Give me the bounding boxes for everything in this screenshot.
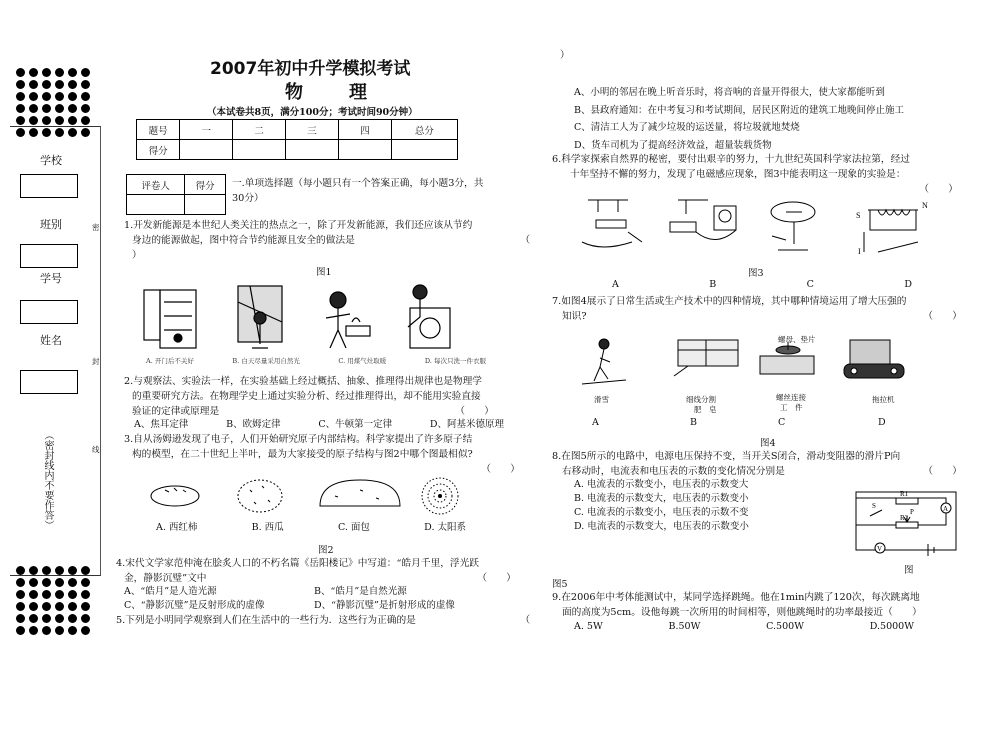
binding-hole-icon	[42, 626, 51, 635]
watermelon-model	[238, 480, 282, 512]
seal-mark-2: 封	[92, 357, 100, 366]
q7-caption-ski: 滑雪	[594, 395, 609, 404]
binding-hole-icon	[81, 104, 90, 113]
q8-option-c: C. 电流表的示数变小，电压表的示数不变	[574, 507, 749, 518]
q6-labels	[612, 278, 912, 292]
binding-hole-icon	[81, 116, 90, 125]
q7-line2-text: 知识?	[562, 311, 587, 322]
q3-option-b: B. 西瓜	[251, 522, 284, 533]
binding-hole-icon	[29, 590, 38, 599]
q6-line2: 十年坚持不懈的努力，发现了电磁感应现象，图3中能表明这一现象的实验是：	[570, 169, 906, 180]
q3-figure	[150, 476, 480, 518]
score-cell[interactable]	[338, 140, 391, 160]
school-field[interactable]	[20, 174, 78, 198]
binding-hole-icon	[29, 104, 38, 113]
score-cell[interactable]	[286, 140, 339, 160]
q4-option-c: C、“静影沉璧”是反射形成的虚像	[124, 600, 265, 611]
binding-hole-icon	[55, 578, 64, 587]
q6-label-b: B	[709, 279, 717, 290]
binding-hole-icon	[29, 602, 38, 611]
q8-option-b: B. 电流表的示数变大，电压表的示数变小	[574, 493, 749, 504]
binding-hole-icon	[42, 68, 51, 77]
binding-hole-icon	[55, 116, 64, 125]
binding-hole-icon	[68, 602, 77, 611]
class-field[interactable]	[20, 244, 78, 268]
q1-figure-caption: 图1	[316, 267, 332, 278]
q7-caption-tractor: 拖拉机	[872, 395, 895, 404]
q2-option-d: D、阿基米德原理	[429, 419, 504, 430]
binding-hole-icon	[81, 578, 90, 587]
binding-hole-icon	[68, 92, 77, 101]
binding-hole-icon	[81, 614, 90, 623]
binding-hole-icon	[68, 590, 77, 599]
q1-line1: 1.开发新能源是本世纪人类关注的热点之一，除了开发新能源，我们还应该从节约	[124, 220, 473, 231]
q9-option-d: D.5000W	[869, 621, 914, 632]
skiing-illustration	[582, 339, 626, 384]
binding-hole-icon	[42, 92, 51, 101]
circuit-label-ammeter: A	[943, 505, 949, 513]
q8-circuit-figure	[850, 486, 960, 558]
q3-option-a: A. 西红柿	[156, 522, 198, 533]
question-9	[552, 590, 972, 620]
q7-label-d: D	[878, 417, 886, 428]
binding-hole-icon	[81, 590, 90, 599]
q2-line3-text: 验证的定律或原理是	[132, 406, 220, 417]
question-2	[124, 374, 534, 419]
q7-line1: 7.如图4展示了日常生活或生产技术中的四种情境，其中哪种情境运用了增大压强的	[552, 296, 907, 307]
binding-dots-bottom	[16, 566, 91, 635]
question-6	[552, 152, 972, 197]
q8-line2	[552, 464, 972, 479]
binding-hole-icon	[81, 80, 90, 89]
circuit-label-r1: R1	[900, 490, 909, 498]
binding-hole-icon	[42, 80, 51, 89]
q8-line1: 8.在图5所示的电路中，电源电压保持不变，当开关S闭合，滑动变阻器的滑片P向	[552, 451, 901, 462]
seal-mark-3: 线	[92, 445, 100, 454]
q1-options	[146, 356, 486, 365]
q1-paren-close: ）	[132, 250, 142, 261]
q3-paren: （ ）	[481, 464, 520, 475]
q7-paren: （ ）	[923, 311, 962, 322]
binding-hole-icon	[16, 92, 25, 101]
question-5	[116, 613, 536, 628]
q5-options	[574, 84, 974, 154]
binding-hole-icon	[55, 602, 64, 611]
binding-hole-icon	[42, 578, 51, 587]
q2-option-b: B、欧姆定律	[226, 419, 281, 430]
q7-label-c: C	[778, 417, 786, 428]
grader-table	[126, 174, 226, 215]
q8-paren: （ ）	[923, 466, 962, 477]
q6-paren: （ ）	[919, 184, 958, 195]
q1-option-d: D. 每次只洗一件衣服	[424, 357, 486, 365]
q5-option-c: C、清洁工人为了减少垃圾的运送量，将垃圾就地焚烧	[574, 122, 800, 133]
binding-hole-icon	[42, 104, 51, 113]
q2-option-a: A、焦耳定律	[134, 419, 189, 430]
binding-hole-icon	[16, 116, 25, 125]
soap-cutting-illustration	[674, 340, 738, 376]
question-4	[116, 556, 536, 586]
q7-figure	[578, 330, 918, 390]
q8-option-d: D. 电流表的示数变大，电压表的示数变小	[574, 521, 749, 532]
section1-title-line1: 一.单项选择题（每小题只有一个答案正确，每小题3分，共	[232, 178, 484, 189]
binding-hole-icon	[55, 68, 64, 77]
exam-note: （本试卷共8页，满分100分；考试时间90分钟）	[207, 107, 418, 118]
binding-hole-icon	[68, 68, 77, 77]
q4-option-a: A、“皓月”是人造光源	[124, 586, 217, 597]
q9-option-b: B.50W	[668, 621, 701, 632]
binding-hole-icon	[29, 68, 38, 77]
exam-title: 2007年初中升学模拟考试	[210, 59, 411, 79]
q5-line1	[116, 613, 536, 628]
q9-line1: 9.在2006年中考体能测试中，某同学选择跳绳。他在1min内跳了120次，每次跳离地	[552, 592, 920, 603]
id-label: 学号	[40, 272, 62, 285]
gas-stove-illustration	[326, 292, 370, 348]
binding-hole-icon	[29, 614, 38, 623]
q2-paren: （ ）	[455, 406, 494, 417]
q6-label-d: D	[904, 279, 912, 290]
q6-fig-mark-s: S	[856, 211, 861, 220]
experiment-d	[864, 210, 918, 252]
grader-score-cell[interactable]	[185, 195, 226, 215]
q4-paren: （ ）	[477, 573, 516, 584]
q9-option-a: A. 5W	[574, 621, 603, 632]
grader-head: 评卷人	[127, 175, 185, 195]
question-3	[124, 432, 534, 477]
grader-score-head: 得分	[185, 175, 226, 195]
question-8	[552, 449, 972, 479]
q1-line2	[124, 233, 534, 248]
binding-hole-icon	[68, 116, 77, 125]
q8-figure-caption-right: 图	[904, 565, 914, 576]
q3-option-c: C. 面包	[337, 522, 370, 533]
q5-option-b: B、县政府通知：在中考复习和考试期间，居民区附近的建筑工地晚间停止施工	[574, 104, 904, 116]
binding-hole-icon	[81, 602, 90, 611]
binding-hole-icon	[81, 68, 90, 77]
q4-option-b: B、“皓月”是自然光源	[314, 586, 407, 597]
section1-title-line2: 30分）	[232, 193, 264, 204]
section1-title	[232, 176, 537, 206]
binding-hole-icon	[16, 80, 25, 89]
q4-line2	[116, 571, 536, 586]
q7-caption-line-cut: 细线分割	[686, 395, 716, 404]
score-head-1: 一	[180, 120, 233, 140]
question-1	[124, 218, 534, 263]
binding-hole-icon	[55, 614, 64, 623]
binding-hole-icon	[68, 578, 77, 587]
q4-option-d: D、“静影沉璧”是折射形成的虚像	[314, 600, 455, 611]
binding-hole-icon	[29, 626, 38, 635]
question-7	[552, 294, 972, 324]
q3-option-d: D. 太阳系	[424, 522, 466, 533]
q2-line3	[124, 404, 534, 419]
q1-line2-text: 身边的能源做起，图中符合节约能源且安全的做法是	[132, 235, 355, 246]
q6-label-c: C	[806, 279, 814, 290]
binding-hole-icon	[29, 92, 38, 101]
q3-line1: 3.自从汤姆逊发现了电子，人们开始研究原子内部结构。科学家提出了许多原子结	[124, 434, 473, 445]
q5-option-d: D、货车司机为了提高经济效益，超量装载货物	[574, 139, 772, 151]
binding-hole-icon	[42, 602, 51, 611]
class-label: 班别	[40, 218, 62, 231]
q3-options	[156, 521, 466, 535]
score-head-total: 总分	[391, 120, 457, 140]
q4-line2-text: 金，静影沉璧”文中	[124, 573, 207, 584]
q6-fig-mark-n: N	[922, 201, 928, 210]
q7-label-b: B	[690, 417, 697, 428]
score-cell[interactable]	[180, 140, 233, 160]
q5-option-a: A、小明的邻居在晚上听音乐时，将音响的音量开得很大，使大家都能听到	[574, 87, 885, 98]
experiment-c	[771, 202, 815, 250]
q7-labels	[592, 416, 892, 430]
q7-callout: 螺母、垫片	[778, 335, 816, 344]
q1-option-c: C. 用煤气灶取暖	[338, 357, 387, 365]
circuit-label-voltmeter: V	[877, 545, 883, 553]
tractor-illustration	[844, 340, 904, 378]
seal-warning: （密封线内不要作答）	[42, 430, 53, 530]
binding-hole-icon	[68, 626, 77, 635]
binding-hole-icon	[16, 590, 25, 599]
q8-line2-text: 右移动时，电流表和电压表的示数的变化情况分别是	[562, 466, 785, 477]
q5-continuation: ）	[560, 50, 570, 61]
binding-hole-icon	[16, 602, 25, 611]
score-head-3: 三	[286, 120, 339, 140]
binding-hole-icon	[29, 80, 38, 89]
binding-hole-icon	[68, 614, 77, 623]
grader-cell[interactable]	[127, 195, 185, 215]
q7-label-a: A	[592, 417, 599, 428]
name-label: 姓名	[40, 334, 62, 347]
q6-fig-mark-i: I	[858, 247, 861, 256]
q6-figure-caption: 图3	[748, 268, 764, 279]
q8-option-a: A. 电流表的示数变小，电压表的示数变大	[574, 479, 749, 490]
binding-hole-icon	[68, 80, 77, 89]
q3-line2: 构的模型，在二十世纪上半叶，最为大家接受的原子结构与图2中哪个图最相似?	[132, 449, 473, 460]
name-field[interactable]	[20, 370, 78, 394]
q1-option-a: A. 开门后不关好	[146, 357, 194, 365]
q2-option-c: C、牛顿第一定律	[318, 419, 393, 430]
q1-figure	[140, 282, 460, 352]
score-head-4: 四	[338, 120, 391, 140]
q8-figure-caption: 图5	[552, 579, 568, 590]
binding-hole-icon	[55, 626, 64, 635]
q2-line2: 的重要研究方法。在物理学史上通过实验分析、经过推理得出，却不能用实验直接	[132, 391, 481, 402]
id-field[interactable]	[20, 300, 78, 324]
binding-hole-icon	[42, 614, 51, 623]
q7-caption-soap: 肥 皂	[694, 405, 717, 414]
score-cell[interactable]	[391, 140, 457, 160]
exam-subject: 物 理	[285, 82, 381, 103]
binding-hole-icon	[68, 104, 77, 113]
binding-hole-icon	[55, 92, 64, 101]
q9-options	[574, 620, 914, 634]
q5-paren-open: （	[520, 615, 530, 626]
q7-line2	[552, 309, 972, 324]
score-cell[interactable]	[233, 140, 286, 160]
binding-hole-icon	[55, 590, 64, 599]
binding-hole-icon	[16, 614, 25, 623]
score-table	[136, 119, 458, 160]
q1-option-b: B. 白天尽量采用自然光	[232, 357, 300, 365]
circuit-label-r2: R2	[900, 514, 909, 522]
q9-line2: 面的高度为5cm。设他每跳一次所用的时间相等，则他跳绳时的功率最接近（ ）	[562, 607, 922, 618]
q4-options	[124, 585, 524, 613]
q8-options	[574, 478, 864, 534]
q6-figure	[578, 192, 938, 262]
seal-mark-1: 密	[92, 223, 100, 232]
q6-line1: 6.科学家探索自然界的秘密，要付出艰辛的努力，十九世纪英国科学家法拉第，经过	[552, 154, 910, 165]
binding-hole-icon	[29, 116, 38, 125]
q5-line1-text: 5.下列是小明同学观察到人们在生活中的一些行为．这些行为正确的是	[116, 615, 416, 626]
binding-hole-icon	[55, 80, 64, 89]
q3-figure-caption: 图2	[318, 545, 334, 556]
score-row-label: 得分	[137, 140, 180, 160]
q9-option-c: C.500W	[766, 621, 804, 632]
q1-paren-open: （	[520, 235, 530, 246]
q7-caption-bolt: 螺丝连接	[776, 393, 806, 402]
binding-hole-icon	[42, 116, 51, 125]
fridge-illustration	[144, 290, 196, 348]
experiment-b	[670, 200, 736, 240]
score-head-2: 二	[233, 120, 286, 140]
bolt-washer-illustration	[760, 342, 814, 374]
washing-machine-illustration	[408, 285, 450, 348]
binding-hole-icon	[16, 104, 25, 113]
q2-options	[134, 418, 504, 432]
binding-hole-icon	[81, 626, 90, 635]
bread-model	[320, 480, 400, 506]
window-light-illustration	[238, 286, 282, 348]
binding-hole-icon	[29, 578, 38, 587]
binding-hole-icon	[16, 626, 25, 635]
q7-figure-caption: 图4	[760, 438, 776, 449]
q2-line1: 2.与观察法、实验法一样，在实验基础上经过概括、抽象、推理得出规律也是物理学	[124, 376, 482, 387]
binding-hole-icon	[16, 578, 25, 587]
school-label: 学校	[40, 154, 62, 167]
binding-hole-icon	[81, 92, 90, 101]
circuit-label-s: S	[872, 502, 876, 510]
q7-caption-work: 工 件	[780, 403, 803, 412]
q4-line1: 4.宋代文学家范仲淹在脍炙人口的不朽名篇《岳阳楼记》中写道：“皓月千里，浮光跃	[116, 558, 479, 569]
circuit-label-p: P	[910, 508, 914, 516]
binding-hole-icon	[42, 590, 51, 599]
q6-label-a: A	[612, 279, 619, 290]
binding-hole-icon	[16, 68, 25, 77]
experiment-a	[582, 200, 642, 247]
score-head-label: 题号	[137, 120, 180, 140]
binding-hole-icon	[55, 104, 64, 113]
